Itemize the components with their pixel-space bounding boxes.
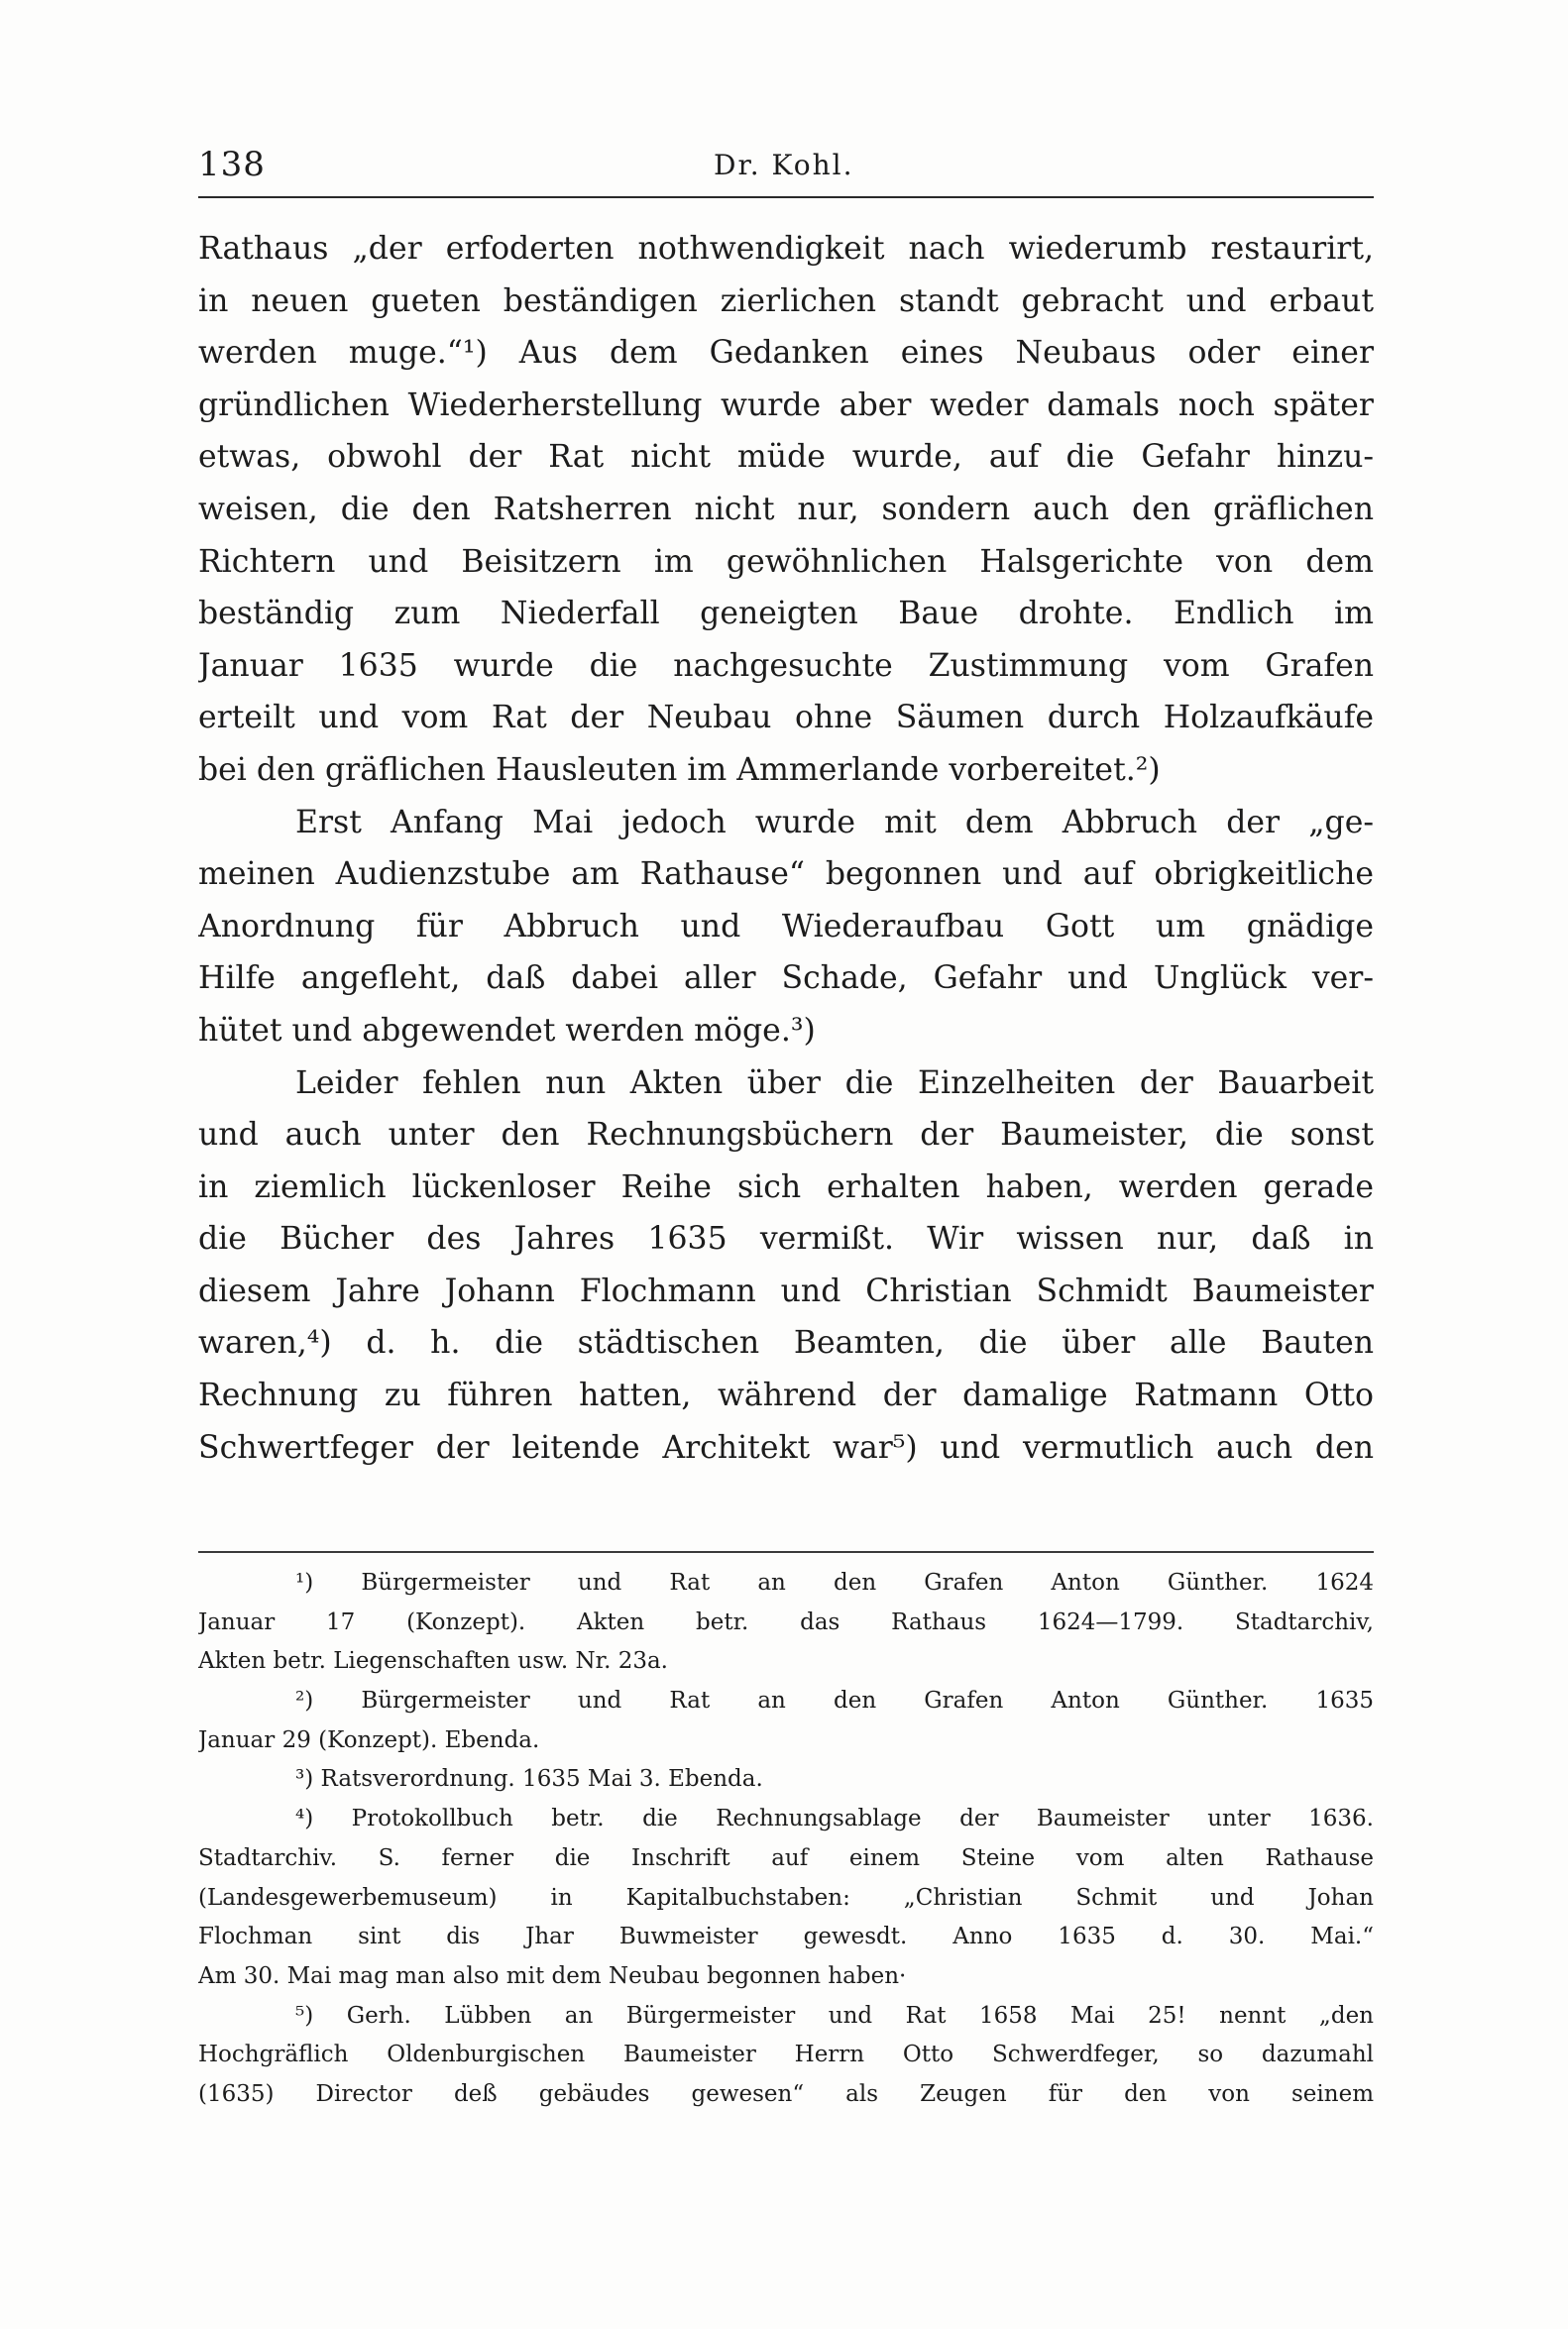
body-line: diesem Jahre Johann Flochmann und Christian Schmidt Baumeister [198,1273,1374,1309]
running-head: Dr. Kohl. [714,149,854,181]
body-line: Hilfe angefleht, daß dabei aller Schade, Gefahr und Unglück ver- [198,960,1374,997]
body-line: hütet und abgewendet werden möge.³) [198,1012,816,1049]
body-line: bei den gräflichen Hausleuten im Ammerlande vorbereitet.²) [198,751,1161,788]
body-line: und auch unter den Rechnungsbüchern der Baumeister, die sonst [198,1117,1374,1154]
footnote-line: ⁴) Protokollbuch betr. die Rechnungsablage der Baumeister unter 1636. [295,1806,1374,1832]
body-line: die Bücher des Jahres 1635 vermißt. Wir wissen nur, daß in [198,1221,1374,1258]
body-line: Rechnung zu führen hatten, während der damalige Ratmann Otto [198,1378,1374,1414]
footnote-line: (1635) Director deß gebäudes gewesen“ als Zeugen für den von seinem [198,2080,1374,2107]
footnote-line: Stadtarchiv. S. ferner die Inschrift auf einem Steine vom alten Rathause [198,1844,1374,1871]
body-line: Rathaus „der erfoderten nothwendigkeit nach wiederumb restaurirt, [198,231,1374,267]
footnote-line: Januar 29 (Konzept). Ebenda. [198,1726,540,1753]
footnote-line: Hochgräflich Oldenburgischen Baumeister Herrn Otto Schwerdfeger, so dazumahl [198,2042,1374,2068]
body-line: Richtern und Beisitzern im gewöhnlichen Halsgerichte von dem [198,543,1374,580]
page-header [198,145,1374,192]
footnotes [198,1564,1374,2115]
body-text [198,223,1374,1474]
body-line: werden muge.“¹) Aus dem Gedanken eines Neubaus oder einer [198,335,1374,372]
body-line: in neuen gueten beständigen zierlichen standt gebracht und erbaut [198,282,1374,319]
footnote-line: ³) Ratsverordnung. 1635 Mai 3. Ebenda. [295,1766,763,1793]
body-line: in ziemlich lückenloser Reihe sich erhalten haben, werden gerade [198,1168,1374,1205]
footnote-line: ⁵) Gerh. Lübben an Bürgermeister und Rat 1658 Mai 25! nennt „den [295,2002,1374,2029]
footnote-rule [198,1551,1374,1553]
body-line: gründlichen Wiederherstellung wurde aber weder damals noch später [198,387,1374,423]
body-line: Leider fehlen nun Akten über die Einzelheiten der Bauarbeit [295,1064,1374,1101]
body-line: waren,⁴) d. h. die städtischen Beamten, die über alle Bauten [198,1325,1374,1362]
footnote-line: ²) Bürgermeister und Rat an den Grafen Anton Günther. 1635 [295,1688,1374,1715]
footnote-line: Flochman sint dis Jhar Buwmeister gewesdt. Anno 1635 d. 30. Mai.“ [198,1924,1374,1950]
body-line: beständig zum Niederfall geneigten Baue drohte. Endlich im [198,596,1374,632]
body-line: meinen Audienzstube am Rathause“ begonnen und auf obrigkeitliche [198,856,1374,893]
body-line: Anordnung für Abbruch und Wiederaufbau Gott um gnädige [198,908,1374,944]
footnote-line: Januar 17 (Konzept). Akten betr. das Rathaus 1624—1799. Stadtarchiv, [198,1608,1374,1635]
body-line: Erst Anfang Mai jedoch wurde mit dem Abbruch der „ge- [295,804,1374,840]
header-rule [198,196,1374,198]
body-line: etwas, obwohl der Rat nicht müde wurde, auf die Gefahr hinzu- [198,439,1374,476]
footnote-line: ¹) Bürgermeister und Rat an den Grafen Anton Günther. 1624 [295,1570,1374,1596]
body-line: Januar 1635 wurde die nachgesuchte Zustimmung vom Grafen [198,647,1374,684]
page-number: 138 [198,145,266,184]
body-line: weisen, die den Ratsherren nicht nur, sondern auch den gräflichen [198,491,1374,527]
footnote-line: Am 30. Mai mag man also mit dem Neubau begonnen haben· [198,1962,907,1989]
footnote-line: (Landesgewerbemuseum) in Kapitalbuchstaben: „Christian Schmit und Johan [198,1884,1374,1911]
body-line: erteilt und vom Rat der Neubau ohne Säumen durch Holzaufkäufe [198,700,1374,736]
body-line: Schwertfeger der leitende Architekt war⁵) und vermutlich auch den [198,1429,1374,1466]
footnote-line: Akten betr. Liegenschaften usw. Nr. 23a. [198,1648,668,1675]
